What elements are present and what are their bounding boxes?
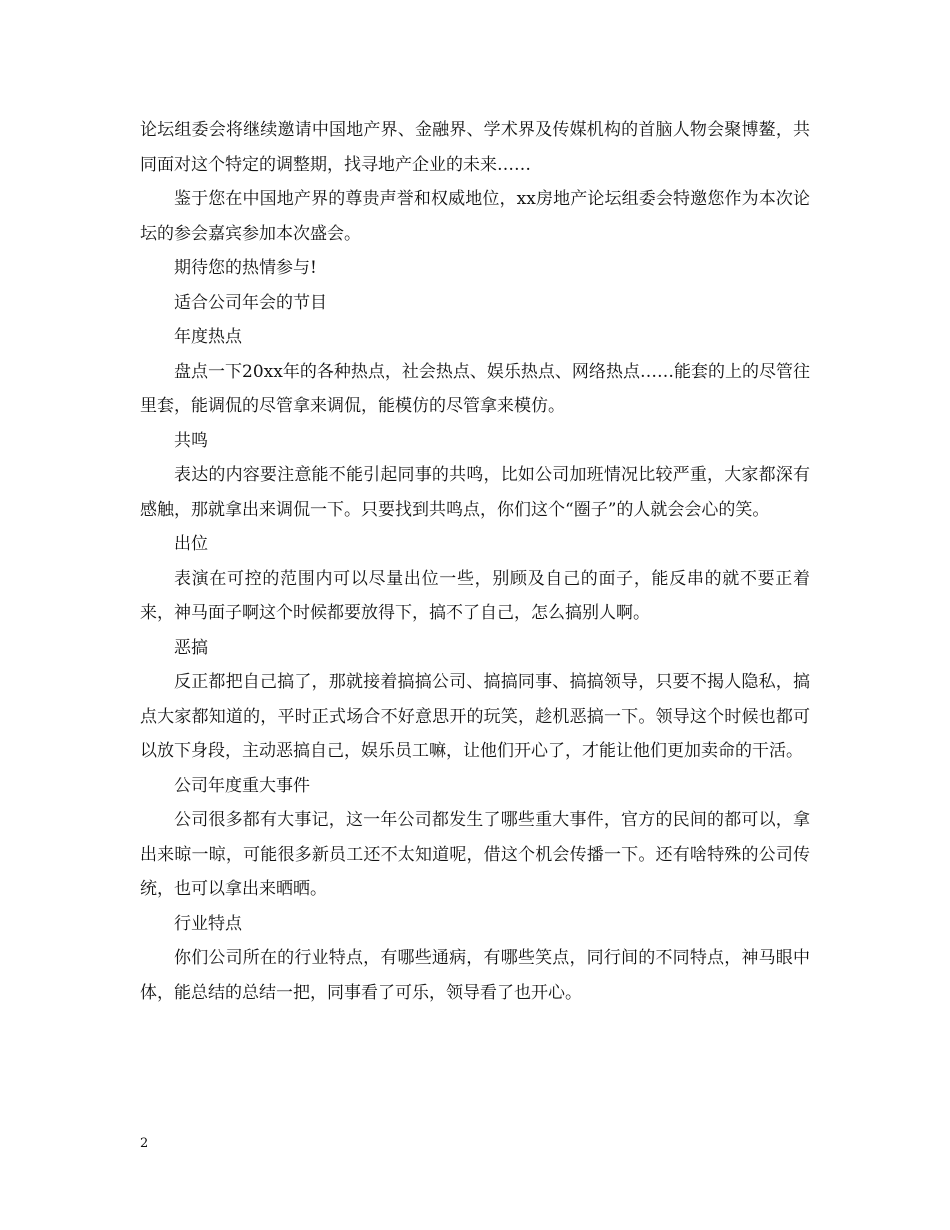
paragraph-bold-performance: 表演在可控的范围内可以尽量出位一些，别顾及自己的面子，能反串的就不要正着来，神马面子啊这个时候都要放得下，搞不了自己，怎么搞别人啊。 — [140, 568, 810, 623]
heading-bold-performance: 出位 — [174, 534, 208, 554]
paragraph-honored-guest-invitation: 鉴于您在中国地产界的尊贵声誉和权威地位，xx房地产论坛组委会特邀您作为本次论坛的参会嘉宾参加本次盛会。 — [140, 189, 810, 244]
heading-major-company-events: 公司年度重大事件 — [174, 775, 310, 796]
paragraph-annual-hot-topics: 盘点一下20xx年的各种热点，社会热点、娱乐热点、网络热点……能套的上的尽管往里套，能调侃的尽管拿来调侃，能模仿的尽管拿来模仿。 — [140, 361, 810, 416]
document-body — [140, 113, 810, 1010]
paragraph-forum-invitation-continued: 论坛组委会将继续邀请中国地产界、金融界、学术界及传媒机构的首脑人物会聚博鳌，共同面对这个特定的调整期，找寻地产企业的未来…… — [140, 120, 810, 175]
paragraph-industry-features: 你们公司所在的行业特点，有哪些通病，有哪些笑点，同行间的不同特点，神马眼中体，能总结的总结一把，同事看了可乐，领导看了也开心。 — [140, 948, 810, 1003]
paragraph-resonance: 表达的内容要注意能不能引起同事的共鸣，比如公司加班情况比较严重，大家都深有感触，那就拿出来调侃一下。只要找到共鸣点，你们这个“圈子”的人就会会心的笑。 — [140, 465, 810, 520]
page-number: 2 — [140, 1136, 149, 1151]
heading-spoof: 恶搞 — [174, 637, 208, 658]
paragraph-spoof: 反正都把自己搞了，那就接着搞搞公司、搞搞同事、搞搞领导，只要不揭人隐私，搞点大家都知道的，平时正式场合不好意思开的玩笑，趁机恶搞一下。领导这个时候也都可以放下身段，主动恶搞自己，娱乐员工嘛，让他们开心了，才能让他们更加卖命的干活。 — [140, 672, 810, 761]
heading-industry-features: 行业特点 — [174, 913, 242, 934]
heading-annual-hot-topics: 年度热点 — [174, 327, 242, 347]
paragraph-looking-forward: 期待您的热情参与! — [174, 258, 317, 278]
section-title-annual-party-programs: 适合公司年会的节目 — [174, 292, 327, 313]
heading-resonance: 共鸣 — [174, 430, 208, 451]
paragraph-major-company-events: 公司很多都有大事记，这一年公司都发生了哪些重大事件，官方的民间的都可以，拿出来晾一晾，可能很多新员工还不太知道呢，借这个机会传播一下。还有啥特殊的公司传统，也可以拿出来晒晒。 — [140, 810, 810, 899]
